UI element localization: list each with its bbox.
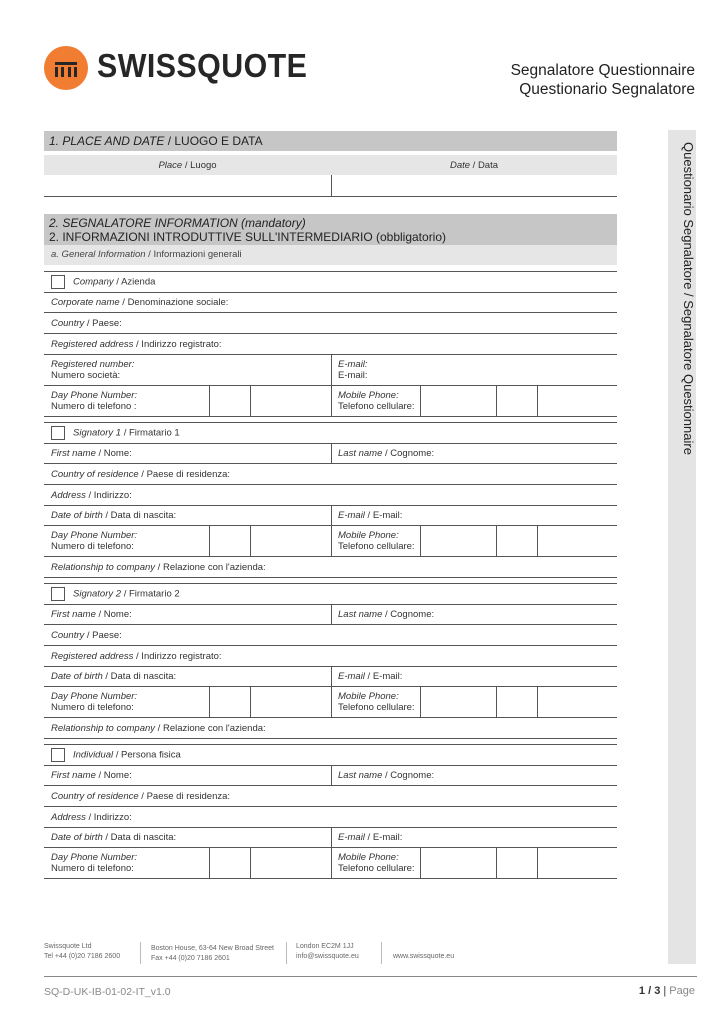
signatory1-email-field[interactable]: E-mail / E-mail:	[338, 510, 403, 521]
section2-title-en: 2. SEGNALATORE INFORMATION (mandatory)	[49, 216, 306, 230]
general-info-subheader: a. General Information / Informazioni generali	[44, 245, 617, 265]
individual-last-name-field[interactable]: Last name / Cognome:	[338, 770, 435, 781]
footer-address-block: Boston House, 63-64 New Broad Street Fax +44 (0)20 7186 2601	[151, 945, 274, 962]
individual-first-name-field[interactable]: First name / Nome:	[51, 770, 132, 781]
company-checkbox[interactable]	[51, 275, 65, 289]
section-title-en: 1. PLACE AND DATE	[49, 134, 165, 148]
individual-phone-row	[44, 848, 617, 879]
signatory1-phone-row	[44, 526, 617, 557]
signatory1-mobile-area[interactable]	[496, 526, 537, 556]
company-mobile-label: Mobile Phone: Telefono cellulare:	[338, 390, 415, 412]
page-number: 1 / 3 | Page	[638, 985, 695, 997]
logo-text: SWISSQUOTE	[97, 47, 308, 84]
individual-dob-field[interactable]: Date of birth / Data di nascita:	[51, 832, 177, 843]
place-date-fields	[44, 175, 617, 197]
company-mobile-area[interactable]	[496, 386, 537, 416]
signatory2-checkbox[interactable]	[51, 587, 65, 601]
signatory1-first-name-field[interactable]: First name / Nome:	[51, 448, 132, 459]
place-label: Place / Luogo	[158, 159, 217, 171]
individual-name-row	[44, 766, 617, 786]
company-checkbox-row: Company / Azienda	[44, 272, 617, 293]
signatory2-day-phone-number[interactable]	[250, 687, 331, 717]
individual-day-phone-number[interactable]	[250, 848, 331, 878]
signatory1-mobile-prefix[interactable]	[420, 526, 496, 556]
doc-title-en: Segnalatore Questionnaire	[510, 62, 695, 79]
logo-icon	[44, 46, 88, 90]
signatory1-name-row	[44, 444, 617, 464]
footer-website-link[interactable]: www.swissquote.eu	[393, 953, 455, 960]
section-place-date-header	[44, 131, 617, 151]
place-date-labels	[44, 155, 617, 175]
signatory1-last-name-field[interactable]: Last name / Cognome:	[338, 448, 435, 459]
footer-company-block: Swissquote Ltd Tel +44 (0)20 7186 2600	[44, 943, 121, 960]
company-registered-address-field[interactable]: Registered address / Indirizzo registrato:	[44, 334, 617, 355]
date-field[interactable]	[331, 175, 617, 196]
section2-title-it: 2. INFORMAZIONI INTRODUTTIVE SULL'INTERMEDIARIO (obbligatorio)	[49, 230, 447, 244]
footer-divider	[44, 976, 697, 977]
signatory2-day-phone-prefix[interactable]	[209, 687, 250, 717]
signatory2-mobile-prefix[interactable]	[420, 687, 496, 717]
questionnaire-form	[44, 131, 617, 879]
signatory1-dob-email-row	[44, 506, 617, 526]
signatory2-checkbox-row: Signatory 2 / Firmatario 2	[44, 584, 617, 605]
signatory1-day-phone-label: Day Phone Number: Numero di telefono:	[51, 530, 138, 552]
doc-title-it: Questionario Segnalatore	[519, 81, 695, 98]
signatory1-mobile-number[interactable]	[537, 526, 617, 556]
signatory1-country-field[interactable]: Country of residence / Paese di residenza:	[44, 464, 617, 485]
signatory2-registered-address-field[interactable]: Registered address / Indirizzo registrato:	[44, 646, 617, 667]
section-segnalatore-header	[44, 214, 617, 245]
signatory1-address-field[interactable]: Address / Indirizzo:	[44, 485, 617, 506]
signatory2-first-name-field[interactable]: First name / Nome:	[51, 609, 132, 620]
individual-day-phone-label: Day Phone Number: Numero di telefono:	[51, 852, 138, 874]
signatory1-checkbox-row: Signatory 1 / Firmatario 1	[44, 423, 617, 444]
date-label: Date / Data	[449, 159, 499, 171]
individual-mobile-prefix[interactable]	[420, 848, 496, 878]
company-country-field[interactable]: Country / Paese:	[44, 313, 617, 334]
individual-day-phone-prefix[interactable]	[209, 848, 250, 878]
signatory2-email-field[interactable]: E-mail / E-mail:	[338, 671, 403, 682]
company-day-phone-prefix[interactable]	[209, 386, 250, 416]
individual-checkbox-row: Individual / Persona fisica	[44, 745, 617, 766]
company-mobile-number[interactable]	[537, 386, 617, 416]
side-title: Questionario Segnalatore / Segnalatore Questionnaire	[681, 142, 696, 455]
individual-dob-email-row	[44, 828, 617, 848]
company-mobile-prefix[interactable]	[420, 386, 496, 416]
signatory1-day-phone-number[interactable]	[250, 526, 331, 556]
company-regnum-email-row	[44, 355, 617, 386]
signatory1-day-phone-prefix[interactable]	[209, 526, 250, 556]
signatory2-mobile-area[interactable]	[496, 687, 537, 717]
individual-mobile-label: Mobile Phone: Telefono cellulare:	[338, 852, 415, 874]
signatory2-day-phone-label: Day Phone Number: Numero di telefono:	[51, 691, 138, 713]
company-day-phone-number[interactable]	[250, 386, 331, 416]
signatory2-mobile-number[interactable]	[537, 687, 617, 717]
individual-mobile-area[interactable]	[496, 848, 537, 878]
footer-contact-block: London EC2M 1JJ info@swissquote.eu	[296, 943, 359, 960]
signatory1-checkbox[interactable]	[51, 426, 65, 440]
signatory2-dob-email-row	[44, 667, 617, 687]
signatory2-relationship-field[interactable]: Relationship to company / Relazione con l'azienda:	[44, 718, 617, 739]
signatory2-mobile-label: Mobile Phone: Telefono cellulare:	[338, 691, 415, 713]
individual-checkbox[interactable]	[51, 748, 65, 762]
signatory2-last-name-field[interactable]: Last name / Cognome:	[338, 609, 435, 620]
document-code: SQ-D-UK-IB-01-02-IT_v1.0	[44, 986, 171, 998]
company-day-phone-label: Day Phone Number: Numero di telefono :	[51, 390, 138, 412]
company-email-field[interactable]: E-mail: E-mail:	[338, 359, 368, 381]
registered-number-field[interactable]: Registered number: Numero società:	[51, 359, 135, 381]
individual-email-field[interactable]: E-mail / E-mail:	[338, 832, 403, 843]
place-field[interactable]	[44, 175, 331, 196]
signatory2-phone-row	[44, 687, 617, 718]
side-band	[668, 130, 696, 964]
signatory2-dob-field[interactable]: Date of birth / Data di nascita:	[51, 671, 177, 682]
individual-country-field[interactable]: Country of residence / Paese di residenza:	[44, 786, 617, 807]
signatory1-dob-field[interactable]: Date of birth / Data di nascita:	[51, 510, 177, 521]
signatory1-relationship-field[interactable]: Relationship to company / Relazione con l'azienda:	[44, 557, 617, 578]
signatory2-name-row	[44, 605, 617, 625]
signatory2-country-field[interactable]: Country / Paese:	[44, 625, 617, 646]
section-title-it: / LUOGO E DATA	[164, 134, 263, 148]
individual-address-field[interactable]: Address / Indirizzo:	[44, 807, 617, 828]
corporate-name-field[interactable]: Corporate name / Denominazione sociale:	[44, 293, 617, 313]
individual-mobile-number[interactable]	[537, 848, 617, 878]
company-phone-row	[44, 386, 617, 417]
signatory1-mobile-label: Mobile Phone: Telefono cellulare:	[338, 530, 415, 552]
